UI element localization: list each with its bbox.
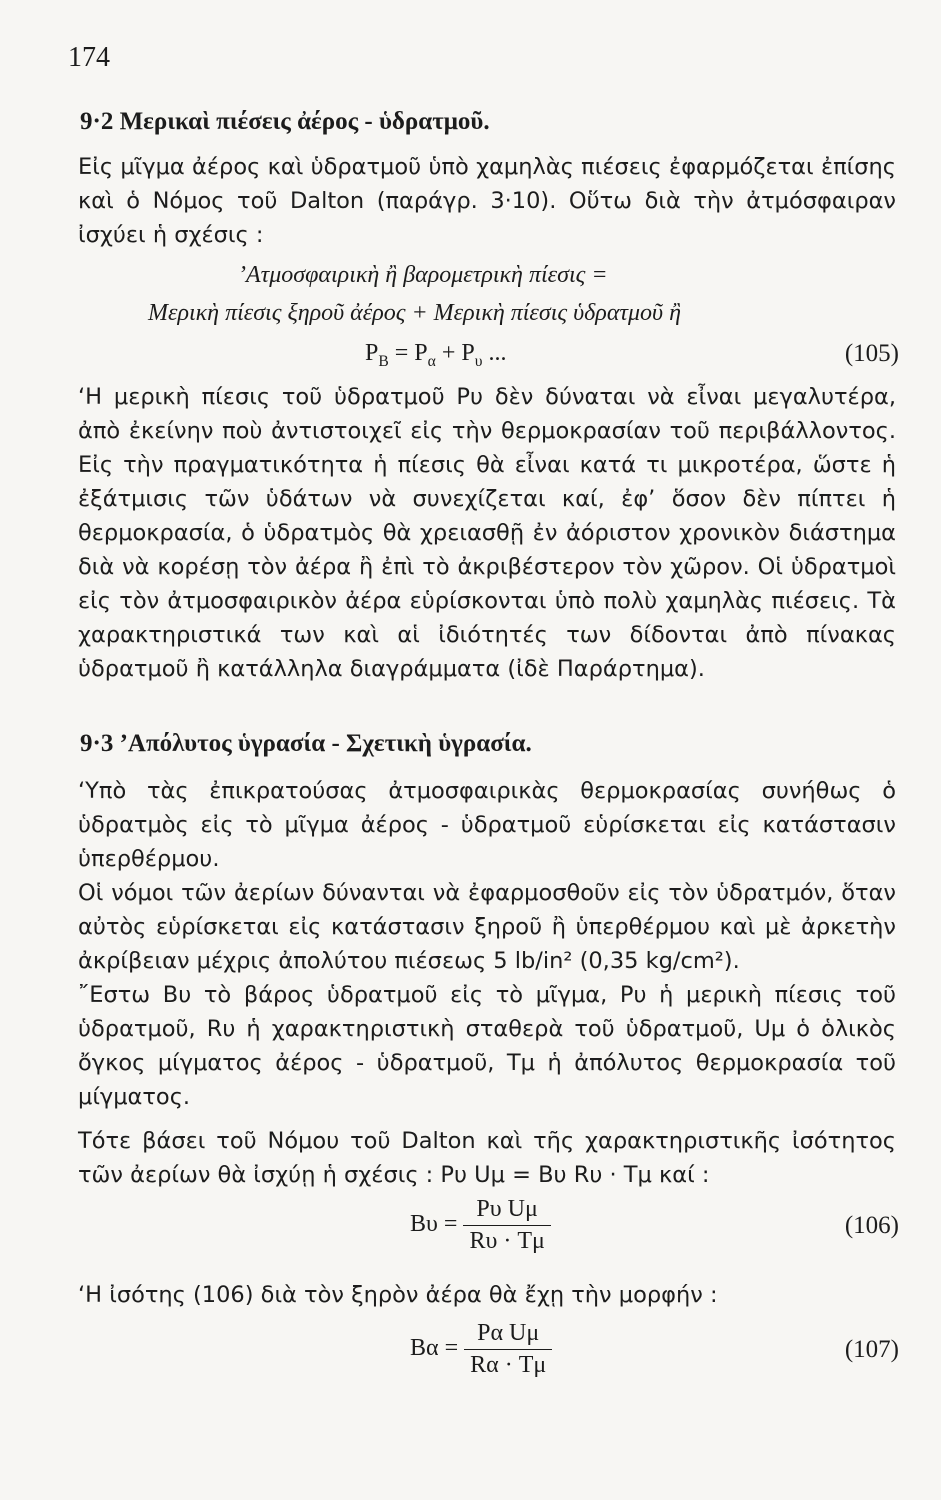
equation-107-fraction [464, 1320, 552, 1379]
paragraph-gas-laws: Οἱ νόμοι τῶν ἀερίων δύνανται νὰ ἐφαρμοσθοῦν εἰς τὸν ὑδρατμόν, ὅταν αὐτὸς εὑρίσκεται εἰς κατάστασιν ξηροῦ ἢ ὑπερθέρμου καὶ μὲ ἀρκετὴν ἀκρίβειαν μέχρις ἀπολύτου πιέσεως 5 lb/in² (0,35 kg/cm²). [78, 880, 896, 974]
equation-number-106: (106) [844, 1212, 899, 1239]
equation-number-107: (107) [844, 1336, 899, 1363]
equation-105-text: $P_B = P_\alpha + P_\upsilon$ ... [365, 340, 507, 370]
equation-106-lhs: Bυ = [410, 1211, 458, 1238]
paragraph-dalton-law: Εἰς μῖγμα ἀέρος καὶ ὑδρατμοῦ ὑπὸ χαμηλὰς πιέσεις ἐφαρμόζεται ἐπίσης καὶ ὁ Νόμος τοῦ Dalton (παράγρ. 3·10). Οὕτω διὰ τὴν ἀτμόσφαιραν ἰσχύει ἡ σχέσις : [78, 154, 896, 248]
paragraph-water-vapor-pressure: ‘Η μερικὴ πίεσις τοῦ ὑδρατμοῦ Pυ δὲν δύναται νὰ εἶναι μεγαλυτέρα, ἀπὸ ἐκείνην ποὺ ἀντιστοιχεῖ εἰς τὴν θερμοκρασίαν τοῦ περιβάλλοντος. Εἰς τὴν πραγματικότητα ἡ πίεσις θὰ εἶναι κατά τι μικροτέρα, ὥστε ἡ ἐξάτμισις τῶν ὑδάτων νὰ συνεχίζεται καί, ἐφ’ ὅσον δὲν πίπτει ἡ θερμοκρασία, ὁ ὑδρατμὸς θὰ χρειασθῇ ἐν ἀόριστον χρονικὸν διάστημα διὰ νὰ κορέσῃ τὸν ἀέρα ἢ ἐπὶ τὸ ἀκριβέστερον τὸν χῶρον. Οἱ ὑδρατμοὶ εἰς τὸν ἀτμοσφαιρικὸν ἀέρα εὑρίσκονται ὑπὸ πολὺ χαμηλὰς πιέσεις. Τὰ χαρακτηριστικά των καὶ αἱ ἰδιότητές των δίδονται ἀπὸ πίνακας ὑδρατμοῦ ἢ κατάλληλα διαγράμματα (ἰδὲ Παράρτημα). [78, 384, 896, 682]
equation-106 [410, 1196, 551, 1255]
paragraph-dry-air: ‘Η ἰσότης (106) διὰ τὸν ξηρὸν ἀέρα θὰ ἔχῃ τὴν μορφήν : [78, 1282, 718, 1308]
equation-number-105: (105) [844, 340, 899, 367]
equation-107 [410, 1320, 552, 1379]
formula-partial-pressures: Μερικὴ πίεσις ξηροῦ ἀέρος + Μερικὴ πίεσις ὑδρατμοῦ ἢ [148, 300, 681, 326]
paragraph-definitions: ῎Εστω Bυ τὸ βάρος ὑδρατμοῦ εἰς τὸ μῖγμα, Pυ ἡ μερικὴ πίεσις τοῦ ὑδρατμοῦ, Rυ ἡ χαρακτηριστικὴ σταθερὰ τοῦ ὑδρατμοῦ, Uμ ὁ ὁλικὸς ὄγκος μίγματος ἀέρος - ὑδρατμοῦ, Tμ ἡ ἀπόλυτος θερμοκρασία τοῦ μίγματος. [78, 982, 896, 1110]
equation-107-numerator: Pα Uμ [464, 1320, 552, 1350]
section-heading-9-3: 9·3 ’Απόλυτος ὑγρασία - Σχετικὴ ὑγρασία. [80, 730, 532, 757]
paragraph-superheated-vapor: ‘Υπὸ τὰς ἐπικρατούσας ἀτμοσφαιρικὰς θερμοκρασίας συνήθως ὁ ὑδρατμὸς εἰς τὸ μῖγμα ἀέρος - ὑδρατμοῦ εὑρίσκεται εἰς κατάστασιν ὑπερθέρμου. [78, 778, 896, 872]
equation-107-lhs: Bα = [410, 1335, 459, 1362]
equation-106-denominator: Rυ · Tμ [469, 1228, 545, 1254]
section-heading-9-2: 9·2 Μερικαὶ πιέσεις ἀέρος - ὑδρατμοῦ. [80, 108, 490, 135]
equation-107-denominator: Rα · Tμ [470, 1352, 547, 1378]
paragraph-dalton-relation: Τότε βάσει τοῦ Νόμου τοῦ Dalton καὶ τῆς χαρακτηριστικῆς ἰσότητος τῶν ἀερίων θὰ ἰσχύῃ ἡ σχέσις : Pυ Uμ = Bυ Rυ · Tμ καί : [78, 1128, 896, 1188]
equation-105 [365, 340, 506, 371]
page-number: 174 [68, 42, 110, 73]
equation-106-fraction [463, 1196, 550, 1255]
equation-106-numerator: Pυ Uμ [463, 1196, 550, 1226]
formula-atmospheric-pressure: ’Ατμοσφαιρικὴ ἢ βαρομετρικὴ πίεσις = [238, 262, 608, 288]
